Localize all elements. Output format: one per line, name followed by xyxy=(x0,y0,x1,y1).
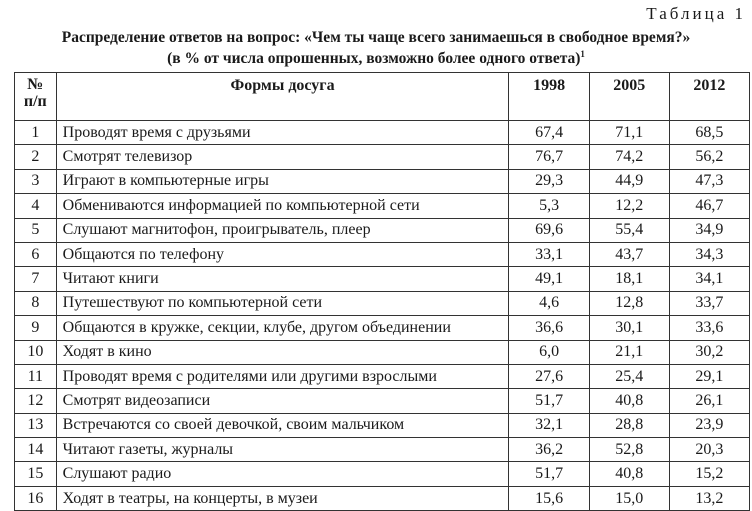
table-row xyxy=(15,413,750,437)
value-2012-cell: 23,9 xyxy=(669,413,749,437)
data-table xyxy=(14,72,750,511)
row-number-cell: 2 xyxy=(15,145,57,169)
value-1998-cell: 36,6 xyxy=(509,316,589,340)
table-header xyxy=(15,73,750,121)
table-row xyxy=(15,218,750,242)
row-number-cell: 3 xyxy=(15,169,57,193)
value-1998-cell: 33,1 xyxy=(509,242,589,266)
value-2012-cell: 68,5 xyxy=(669,121,749,145)
leisure-form-cell: Читают газеты, журналы xyxy=(56,438,509,462)
value-2012-cell: 34,9 xyxy=(669,218,749,242)
value-1998-cell: 49,1 xyxy=(509,267,589,291)
value-2005-cell: 30,1 xyxy=(589,316,669,340)
leisure-form-cell: Смотрят телевизор xyxy=(56,145,509,169)
leisure-form-cell: Проводят время с друзьями xyxy=(56,121,509,145)
leisure-form-cell: Смотрят видеозаписи xyxy=(56,389,509,413)
leisure-form-cell: Общаются по телефону xyxy=(56,242,509,266)
header-row xyxy=(15,73,750,121)
value-2005-cell: 40,8 xyxy=(589,389,669,413)
value-1998-cell: 69,6 xyxy=(509,218,589,242)
leisure-form-cell: Играют в компьютерные игры xyxy=(56,169,509,193)
table-row xyxy=(15,340,750,364)
table-row xyxy=(15,462,750,486)
table-row xyxy=(15,169,750,193)
value-1998-cell: 6,0 xyxy=(509,340,589,364)
value-2012-cell: 20,3 xyxy=(669,438,749,462)
value-2005-cell: 25,4 xyxy=(589,364,669,388)
value-2005-cell: 52,8 xyxy=(589,438,669,462)
row-number-cell: 7 xyxy=(15,267,57,291)
value-1998-cell: 4,6 xyxy=(509,291,589,315)
leisure-form-cell: Обмениваются информацией по компьютерной сети xyxy=(56,194,509,218)
leisure-form-cell: Путешествуют по компьютерной сети xyxy=(56,291,509,315)
caption-line-1: Распределение ответов на вопрос: «Чем ты чаще всего занимаешься в свободное время?» xyxy=(61,29,691,46)
value-1998-cell: 27,6 xyxy=(509,364,589,388)
header-year-2012: 2012 xyxy=(669,73,749,121)
table-row xyxy=(15,389,750,413)
value-2005-cell: 74,2 xyxy=(589,145,669,169)
row-number-cell: 11 xyxy=(15,364,57,388)
row-number-cell: 1 xyxy=(15,121,57,145)
row-number-cell: 15 xyxy=(15,462,57,486)
table-row xyxy=(15,486,750,510)
caption-line-2-text: (в % от числа опрошенных, возможно более одного ответа) xyxy=(167,50,581,67)
header-leisure-form: Формы досуга xyxy=(56,73,509,121)
leisure-form-cell: Встречаются со своей девочкой, своим мальчиком xyxy=(56,413,509,437)
leisure-form-cell: Общаются в кружке, секции, клубе, другом объединении xyxy=(56,316,509,340)
value-2012-cell: 29,1 xyxy=(669,364,749,388)
value-2005-cell: 40,8 xyxy=(589,462,669,486)
value-2005-cell: 21,1 xyxy=(589,340,669,364)
value-2005-cell: 71,1 xyxy=(589,121,669,145)
row-number-cell: 5 xyxy=(15,218,57,242)
row-number-cell: 13 xyxy=(15,413,57,437)
value-1998-cell: 67,4 xyxy=(509,121,589,145)
value-1998-cell: 51,7 xyxy=(509,462,589,486)
leisure-form-cell: Ходят в кино xyxy=(56,340,509,364)
header-year-2005: 2005 xyxy=(589,73,669,121)
value-2012-cell: 30,2 xyxy=(669,340,749,364)
row-number-cell: 4 xyxy=(15,194,57,218)
table-number-label: Таблица 1 xyxy=(646,4,746,23)
value-1998-cell: 29,3 xyxy=(509,169,589,193)
value-2005-cell: 15,0 xyxy=(589,486,669,510)
value-2005-cell: 12,2 xyxy=(589,194,669,218)
value-2012-cell: 34,3 xyxy=(669,242,749,266)
table-row xyxy=(15,194,750,218)
value-2012-cell: 46,7 xyxy=(669,194,749,218)
table-body xyxy=(15,121,750,511)
value-2012-cell: 15,2 xyxy=(669,462,749,486)
value-1998-cell: 5,3 xyxy=(509,194,589,218)
value-1998-cell: 76,7 xyxy=(509,145,589,169)
caption-line-2 xyxy=(0,46,752,67)
value-1998-cell: 32,1 xyxy=(509,413,589,437)
table-row xyxy=(15,121,750,145)
value-2005-cell: 12,8 xyxy=(589,291,669,315)
row-number-cell: 16 xyxy=(15,486,57,510)
value-1998-cell: 51,7 xyxy=(509,389,589,413)
header-number xyxy=(15,73,57,121)
value-2005-cell: 18,1 xyxy=(589,267,669,291)
leisure-form-cell: Ходят в театры, на концерты, в музеи xyxy=(56,486,509,510)
table-row xyxy=(15,291,750,315)
value-1998-cell: 15,6 xyxy=(509,486,589,510)
leisure-form-cell: Слушают радио xyxy=(56,462,509,486)
header-number-line-2: п/п xyxy=(23,93,47,110)
row-number-cell: 10 xyxy=(15,340,57,364)
leisure-form-cell: Проводят время с родителями или другими взрослыми xyxy=(56,364,509,388)
table-row xyxy=(15,316,750,340)
value-2005-cell: 43,7 xyxy=(589,242,669,266)
table-row xyxy=(15,267,750,291)
value-2012-cell: 47,3 xyxy=(669,169,749,193)
table-row xyxy=(15,242,750,266)
row-number-cell: 14 xyxy=(15,438,57,462)
table-row xyxy=(15,364,750,388)
value-2005-cell: 55,4 xyxy=(589,218,669,242)
leisure-form-cell: Читают книги xyxy=(56,267,509,291)
value-1998-cell: 36,2 xyxy=(509,438,589,462)
header-number-line-1: № xyxy=(27,76,44,93)
row-number-cell: 8 xyxy=(15,291,57,315)
value-2012-cell: 33,6 xyxy=(669,316,749,340)
value-2012-cell: 56,2 xyxy=(669,145,749,169)
row-number-cell: 6 xyxy=(15,242,57,266)
row-number-cell: 9 xyxy=(15,316,57,340)
value-2012-cell: 33,7 xyxy=(669,291,749,315)
leisure-form-cell: Слушают магнитофон, проигрыватель, плеер xyxy=(56,218,509,242)
value-2005-cell: 28,8 xyxy=(589,413,669,437)
table-caption xyxy=(0,29,752,67)
footnote-mark: 1 xyxy=(580,49,585,59)
header-year-1998: 1998 xyxy=(509,73,589,121)
value-2012-cell: 26,1 xyxy=(669,389,749,413)
table-row xyxy=(15,145,750,169)
value-2005-cell: 44,9 xyxy=(589,169,669,193)
table-row xyxy=(15,438,750,462)
value-2012-cell: 13,2 xyxy=(669,486,749,510)
value-2012-cell: 34,1 xyxy=(669,267,749,291)
row-number-cell: 12 xyxy=(15,389,57,413)
